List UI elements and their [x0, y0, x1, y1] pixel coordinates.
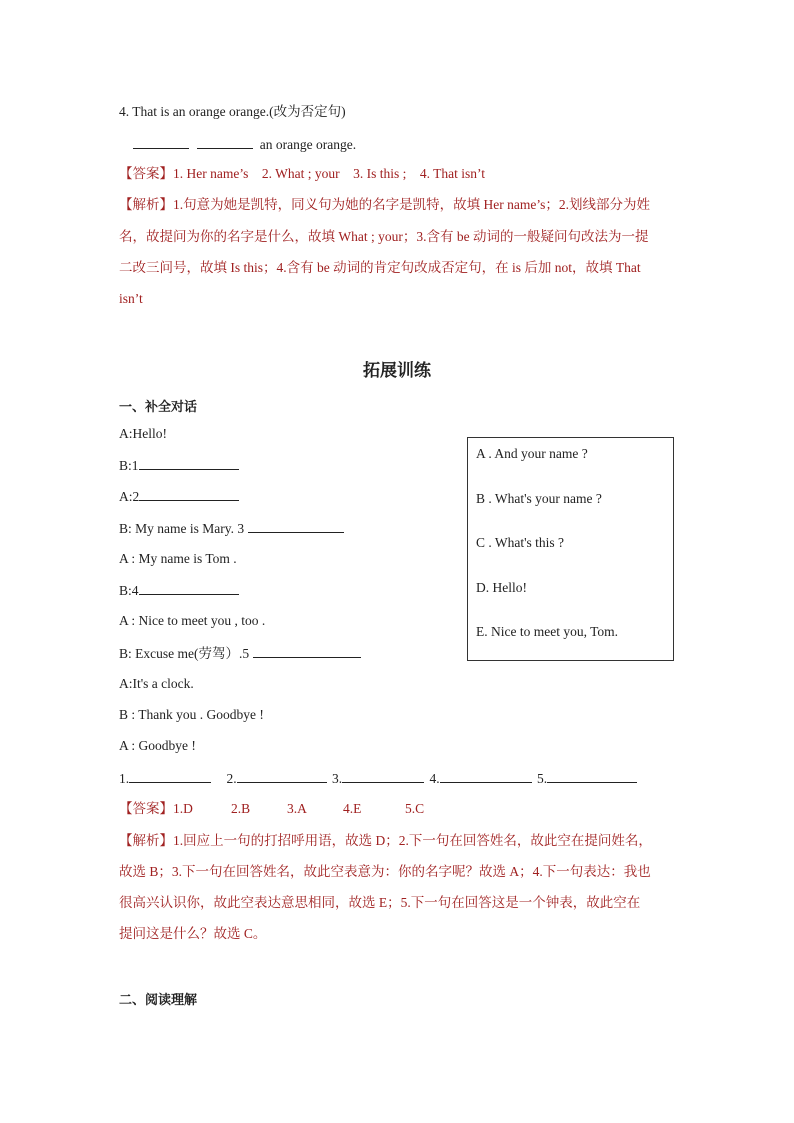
analysis-line: 提问这是什么？故选 C。 — [119, 926, 267, 941]
analysis-line: 名，故提问为你的名字是什么，故填 What ; your；3.含有 be 动词的一般疑问句改法为一提 — [119, 229, 649, 244]
analysis-line — [119, 833, 652, 849]
dialogue-blank[interactable] — [248, 520, 344, 533]
dialogue-line — [119, 520, 344, 537]
blank-number: 1. — [119, 771, 130, 786]
analysis-text: 1.句意为她是凯特，同义句为她的名字是凯特，故填 Her name’s；2.划线部分为姓 — [173, 197, 650, 212]
option-c: C . What's this ? — [476, 535, 565, 550]
dialogue-line — [119, 457, 239, 474]
answer-blank[interactable] — [342, 770, 424, 783]
answer-item: 1.D — [173, 801, 193, 816]
option-e: E. Nice to meet you, Tom. — [476, 624, 619, 639]
answer-blank[interactable] — [129, 770, 211, 783]
dialogue-line: A:Hello! — [119, 426, 167, 441]
dialogue-blank[interactable] — [139, 457, 239, 470]
answer-line — [119, 166, 485, 182]
blank-number: 2. — [226, 771, 237, 786]
analysis-line: 很高兴认识你，故此空表达意思相同，故选 E；5.下一句在回答这是一个钟表，故此空在 — [119, 895, 641, 910]
analysis-line: 二改三问号，故填 Is this；4.含有 be 动词的肯定句改成否定句，在 is 后加 not，故填 That — [119, 260, 641, 275]
dialogue-line: B : Thank you . Goodbye ! — [119, 707, 264, 722]
dialogue-blank[interactable] — [253, 645, 361, 658]
answer-blank[interactable] — [440, 770, 532, 783]
answer-blank[interactable] — [197, 136, 253, 149]
fill-tail-text: an orange orange. — [259, 137, 357, 152]
answer-blank[interactable] — [237, 770, 327, 783]
dialogue-line — [119, 488, 239, 505]
part2-heading: 二、阅读理解 — [119, 993, 198, 1008]
analysis-text: 1.回应上一句的打招呼用语，故选 D；2.下一句在回答姓名，故此空在提问姓名， — [173, 833, 652, 848]
dialogue-line — [119, 582, 239, 599]
answer-line — [119, 801, 424, 817]
answer-blank[interactable] — [133, 136, 189, 149]
dialogue-text: B:4 — [119, 583, 139, 598]
dialogue-line — [119, 645, 361, 662]
option-d: D. Hello! — [476, 580, 527, 595]
answer-text: 1. Her name’s 2. What ; your 3. Is this ; 4. That isn’t — [173, 166, 485, 181]
analysis-line: 故选 B；3.下一句在回答姓名，故此空表意为：你的名字呢？故选 A；4.下一句表达：我也 — [119, 864, 651, 879]
dialogue-line: A : Nice to meet you , too . — [119, 613, 266, 628]
analysis-line — [119, 197, 650, 213]
blank-number: 5. — [537, 771, 548, 786]
answer-item: 3.A — [287, 801, 307, 816]
section-title: 拓展训练 — [363, 361, 431, 381]
answer-label: 【答案】 — [119, 166, 173, 181]
answer-blank[interactable] — [547, 770, 637, 783]
dialogue-line: A:It's a clock. — [119, 676, 194, 691]
question-4: 4. That is an orange orange.(改为否定句) — [119, 104, 346, 119]
part1-heading: 一、补全对话 — [119, 400, 198, 415]
options-box — [467, 437, 674, 661]
blank-number: 3. — [332, 771, 343, 786]
dialogue-text: B:1 — [119, 458, 139, 473]
answer-item: 4.E — [343, 801, 362, 816]
analysis-line: isn’t — [119, 291, 143, 306]
answer-item: 5.C — [405, 801, 425, 816]
dialogue-line: A : My name is Tom . — [119, 551, 237, 566]
dialogue-blank[interactable] — [139, 488, 239, 501]
dialogue-text: A:2 — [119, 489, 140, 504]
dialogue-text: B: Excuse me(劳驾）.5 — [119, 646, 250, 661]
analysis-label: 【解析】 — [119, 197, 173, 212]
answer-label: 【答案】 — [119, 801, 173, 816]
analysis-label: 【解析】 — [119, 833, 173, 848]
blank-number: 4. — [429, 771, 440, 786]
dialogue-text: B: My name is Mary. 3 — [119, 521, 245, 536]
question-4-fill-line — [133, 136, 356, 153]
option-a: A . And your name ? — [476, 446, 588, 461]
option-b: B . What's your name ? — [476, 491, 602, 506]
answer-item: 2.B — [231, 801, 251, 816]
dialogue-line: A : Goodbye ! — [119, 738, 196, 753]
answer-blanks-row — [119, 770, 637, 787]
dialogue-blank[interactable] — [139, 582, 239, 595]
